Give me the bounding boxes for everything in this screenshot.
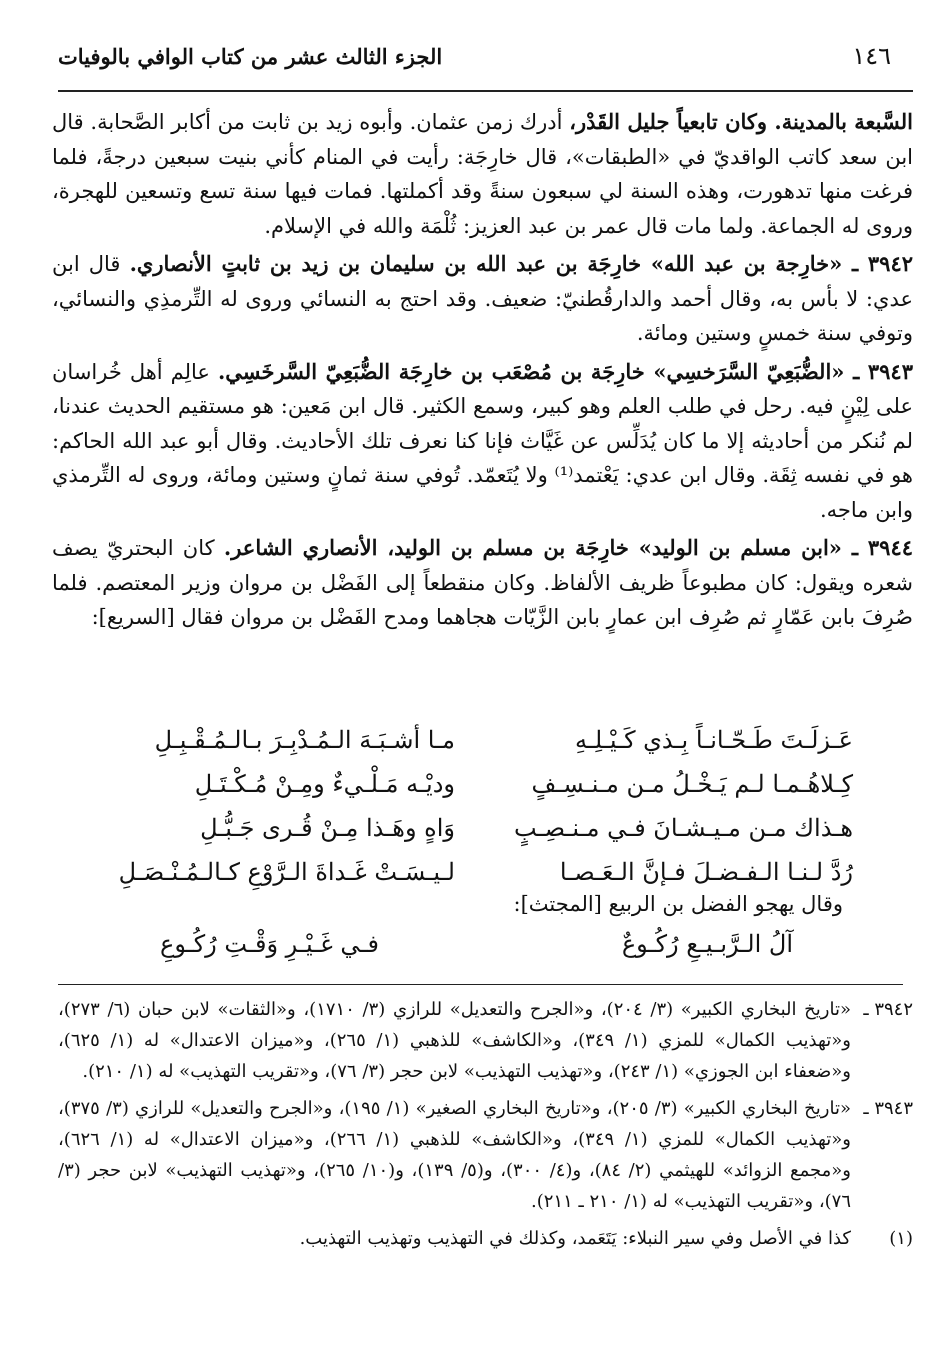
verse-first-hemistich: كِـلاهُـمـا لـم يَـخْـلُ مـن مـنـسِـفٍ bbox=[531, 770, 853, 798]
entry-text: كان البحتريّ يصف شعره ويقول: كان مطبوعاً ظريف الألفاظ. وكان منقطعاً إلى الفَضْل بن مروان وزير المعتصم. فلما صُرِفَ بابن عَمّارٍ ثم صُرِف ابن عمارٍ بابن الزَّيّات هجاهما ومدح الفَضْل بن مروان فقال [السريع]: bbox=[52, 536, 913, 629]
footnote-label: (١) bbox=[889, 1228, 913, 1249]
verse-second-hemistich: مـا أشـبَـهَ الـمُـدْبِـرَ بـالـمُـقْـبِـلِ bbox=[154, 726, 455, 754]
verse-second-hemistich: وَاهٍ وهَـذا مِـنْ قُـرى جَـبُّـلِ bbox=[200, 814, 455, 842]
footnote-text: كذا في الأصل وفي سير النبلاء: يَتَعَمد، وكذلك في التهذيب وتهذيب التهذيب. bbox=[299, 1228, 851, 1249]
entry-3944 bbox=[52, 531, 913, 635]
verse-line bbox=[95, 806, 853, 850]
verse-line bbox=[95, 762, 853, 806]
header-rule bbox=[58, 90, 913, 92]
page-header bbox=[58, 38, 907, 86]
running-title: الجزء الثالث عشر من كتاب الوافي بالوفيات bbox=[58, 44, 443, 69]
footnote bbox=[58, 994, 913, 1087]
footnote-text: «تاريخ البخاري الكبير» (٣/ ٢٠٥)، و«تاريخ البخاري الصغير» (١/ ١٩٥)، و«الجرح والتعديل» للرازي (٣/ ٣٧٥)، و«تهذيب الكمال» للمزي (١/ ٣٤٩)، و«الكاشف» للذهبي (١/ ٢٦٦)، و«ميزان الاعتدال» له (١/ ٦٢٦)، و«مجمع الزوائد» للهيثمي (٢/ ٨٤)، و(٤/ ٣٠٠)، و(٥/ ١٣٩)، و(١٠/ ٢٦٥)، و«تهذيب التهذيب» لابن حجر (٣/ ٧٦)، و«تقريب التهذيب» له (١/ ٢١٠ ـ ٢١١). bbox=[58, 1098, 852, 1212]
poem-verses bbox=[95, 718, 853, 894]
paragraph-text: أدرك زمن عثمان. وأبوه زيد بن ثابت من أكابر الصَّحابة. قال ابن سعد كاتب الواقديّ في «الطبقات»، قال خارِجَة: رأيت في المنام كأني بنيت سبعين درجةً، فلما فرغت منها تدهورت، وهذه السنة لي سبعون سنةً وقد أكملتها. فمات فيها سنة تسع وتسعين للهجرة، وروى له الجماعة. ولما مات قال عمر بن عبد العزيز: ثُلْمَة والله في الإسلام. bbox=[52, 110, 913, 238]
footnote-rule bbox=[58, 984, 903, 985]
footnote bbox=[58, 1223, 913, 1254]
page-number: ١٤٦ bbox=[852, 42, 891, 70]
entry-number: ٣٩٤٢ ـ bbox=[851, 251, 914, 276]
entry-3943 bbox=[52, 355, 913, 528]
entry-text: قال ابن عدي: لا بأس به، وقال أحمد والدارقُطنيّ: ضعيف. وقد احتج به النسائي وروى له التِّرمذِي والنسائي، وتوفي سنة خمسٍ وستين ومائة. bbox=[52, 252, 913, 345]
entry-text: عالِم أهل خُراسان على لِيْنٍ فيه. رحل في طلب العلم وهو كبير، وسمع الكثير. قال ابن مَعين: هو مستقيم الحديث عندنا، لم نُنكر من أحاديثه إلا ما كان يُدَلِّس عن غَيَّاث فإنا كنا نعرف تلك الأحاديث. وقال أبو عبد الله الحاكم: هو في نفسه ثِقَة. وقال ابن عدي: يَعْتمد⁽¹⁾ ولا يُتَعمّد. تُوفي سنة ثمانٍ وستين ومائة، وروى له التِّرمذي وابن ماجه. bbox=[52, 359, 913, 522]
second-poem-intro: وقال يهجو الفضل بن الربيع [المجتث]: bbox=[513, 892, 843, 916]
entry-title: «الضُّبَعِيّ السَّرَخسِي» خارِجَة بن مُصْعَب بن خارِجَة الضُّبَعِيّ السَّرخَسِي. bbox=[217, 358, 854, 384]
footnote bbox=[58, 1093, 913, 1217]
entry-3942 bbox=[52, 247, 913, 351]
verse-second-hemistich: لـيـسَـتْ غَـداةَ الـرَّوْعِ كـالـمُـنْـصَـلِ bbox=[118, 858, 455, 886]
main-text bbox=[52, 105, 913, 639]
paragraph-lead: السَّبعة بالمدينة. وكان تابعياً جليل القَدْر، bbox=[569, 109, 913, 134]
entry-title: «خارِجة بن عبد الله» خارِجَة بن عبد الله بن سليمان بن زيد بن ثابتٍ الأنصاري. bbox=[129, 251, 852, 276]
paragraph bbox=[52, 105, 913, 243]
footnotes bbox=[58, 994, 913, 1260]
verse-line bbox=[95, 850, 853, 894]
verse-first-hemistich: هـذاك مـن مـيـشـانَ فـي مـنـصِـبٍ bbox=[513, 814, 853, 842]
entry-number: ٣٩٤٤ ـ bbox=[851, 535, 914, 560]
verse-line bbox=[95, 718, 853, 762]
footnote-label: ٣٩٤٣ ـ bbox=[863, 1098, 913, 1119]
entry-number: ٣٩٤٣ ـ bbox=[853, 358, 913, 384]
verse-second-hemistich: فـي غَـيْـرِ وَقْـتِ رُكُـوعِ bbox=[160, 930, 379, 958]
verse-first-hemistich: رُدَّ لـنـا الـفـضـلَ فـإنَّ الـعَـصـا bbox=[559, 858, 853, 886]
entry-title: «ابن مسلم بن الوليد» خارِجَة بن مسلم بن الوليد، الأنصاري الشاعر. bbox=[223, 535, 852, 560]
footnote-label: ٣٩٤٢ ـ bbox=[863, 999, 913, 1020]
verse-second-hemistich: وديْـه مَـلْـيءٌ ومِـنْ مُـكْـتَـلِ bbox=[194, 770, 455, 798]
verse-first-hemistich: آلُ الـرَّبـيـعِ رُكُـوعٌ bbox=[621, 930, 793, 958]
second-verse-line bbox=[160, 930, 793, 958]
footnote-text: «تاريخ البخاري الكبير» (٣/ ٢٠٤)، و«الجرح والتعديل» للرازي (٣/ ١٧١٠)، و«الثقات» لابن حبان (٦/ ٢٧٣)، و«تهذيب الكمال» للمزي (١/ ٣٤٩)، و«الكاشف» للذهبي (١/ ٢٦٥)، و«ميزان الاعتدال» له (١/ ٦٢٥)، و«ضعفاء ابن الجوزي» (١/ ٢٤٣)، و«تهذيب التهذيب» لابن حجر (٣/ ٧٦)، و«تقريب التهذيب» له (١/ ٢١٠). bbox=[58, 999, 851, 1082]
verse-first-hemistich: عَـزلَـتَ طَـحّـانـاً بِـذي كَـيْـلِـهِ bbox=[574, 726, 853, 754]
